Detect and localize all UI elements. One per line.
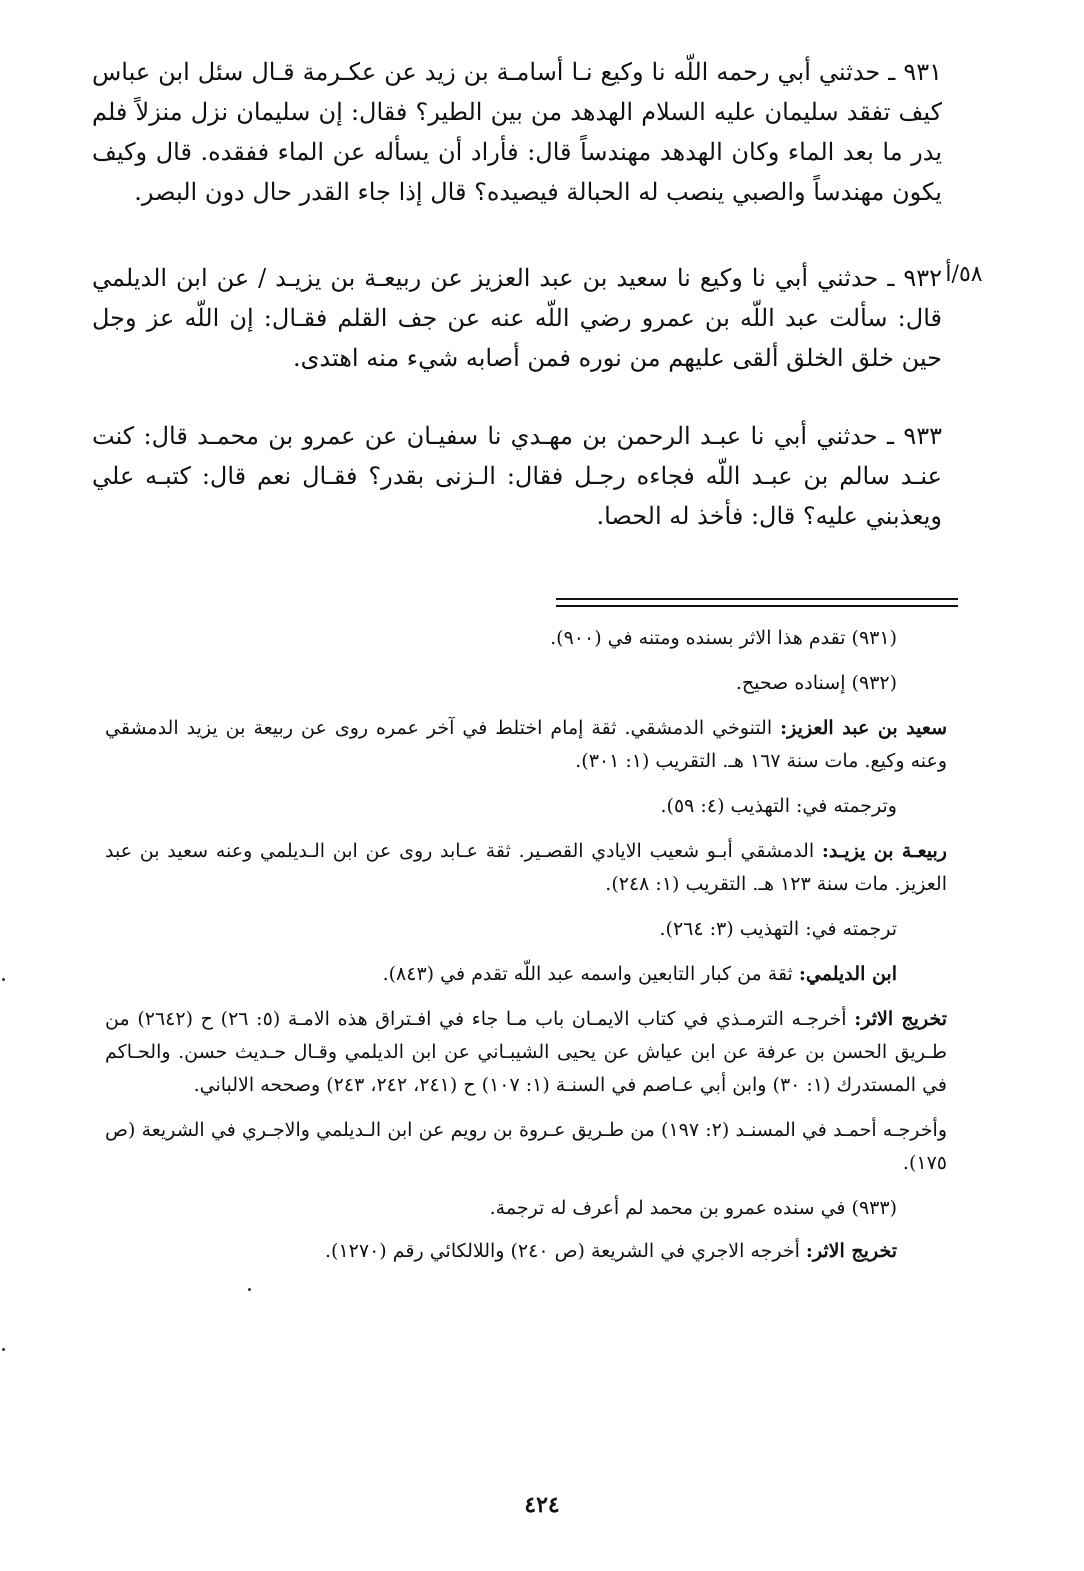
footnote-text: ثقة من كبار التابعين واسمه عبد اللّه تقدم في (٨٤٣). xyxy=(382,963,799,985)
footnote xyxy=(105,712,947,778)
footnote-heading: تخريج الاثر: xyxy=(854,1008,948,1030)
footnote xyxy=(105,1192,947,1225)
hadith-933 xyxy=(92,416,942,536)
footnote xyxy=(105,1235,947,1268)
footnote xyxy=(105,958,947,991)
footnote-separator-line xyxy=(556,605,958,607)
footnote-text: (٩٣١) تقدم هذا الاثر بسنده ومتنه في (٩٠٠). xyxy=(550,627,897,649)
hadith-text: ٩٣٣ ـ حدثني أبي نا عبـد الرحمن بن مهـدي نا سفيـان عن عمرو بن محمـد قال: كنت عنـد سالم بن عبـد اللّه فجاءه رجـل فقال: الـزنى بقدر؟ فقـال نعم قال: كتبـه علي ويعذبني عليه؟ قال: فأخذ له الحصا. xyxy=(92,422,942,530)
footnote xyxy=(105,667,947,700)
footnote xyxy=(105,835,947,901)
footnote xyxy=(105,622,947,655)
footnote-heading: ابن الديلمي: xyxy=(798,963,897,985)
hadith-932 xyxy=(92,258,942,378)
footnote-separator-line xyxy=(556,598,958,600)
page-number: ٤٢٤ xyxy=(524,1492,560,1518)
footnote xyxy=(105,913,947,946)
footnote-text: أخرجـه الترمـذي في كتاب الايمـان باب مـا جاء في افـتراق هذه الامـة (٥: ٢٦) ح (٢٦٤٢) من طـريق الحسن بن عرفة عن ابن عياش عن يحيى الشيبـاني عن ابن الديلمي وقـال حـديث حسن. والحـاكم في المستدرك (١: ٣٠) وابن أبي عـاصم في السنـة (١: ١٠٧) ح (٢٤١، ٢٤٢، ٢٤٣) وصححه الالباني. xyxy=(105,1008,947,1096)
footnote-text: (٩٣٢) إسناده صحيح. xyxy=(735,672,897,694)
footnote-text: وأخرجـه أحمـد في المسنـد (٢: ١٩٧) من طـريق عـروة بن رويم عن ابن الـديلمي والاجـري في الشريعة (ص ١٧٥). xyxy=(105,1119,947,1174)
footnote-text: وترجمته في: التهذيب (٤: ٥٩). xyxy=(660,795,897,817)
footnote xyxy=(105,790,947,823)
footnote-text: الدمشقي أبـو شعيب الايادي القصـير. ثقة عـابد روى عن ابن الـديلمي وعنه سعيد بن عبد العزيز. مات سنة ١٢٣ هـ. التقريب (١: ٢٤٨). xyxy=(105,840,947,895)
footnote-text: أخرجه الاجري في الشريعة (ص ٢٤٠) واللالكائي رقم (١٢٧٠). xyxy=(325,1240,806,1262)
scan-speck xyxy=(2,978,5,981)
footnotes-section xyxy=(105,622,947,1280)
footnote-heading: سعيد بن عبد العزيز: xyxy=(780,717,948,739)
manuscript-folio-reference: ٥٨/أ xyxy=(945,262,983,287)
hadith-931 xyxy=(92,52,942,212)
scan-speck xyxy=(2,1348,5,1351)
hadith-text: ٩٣٢ ـ حدثني أبي نا وكيع نا سعيد بن عبد العزيز عن ربيعـة بن يزيـد / عن ابن الديلمي قال: سألت عبد اللّه بن عمرو رضي اللّه عنه عن جف القلم فقـال: إن اللّه عز وجل حين خلق الخلق ألقى عليهم من نوره فمن أصابه شيء منه اهتدى. xyxy=(92,264,942,372)
scan-speck xyxy=(248,1288,251,1291)
footnote xyxy=(105,1003,947,1102)
footnote-text: التنوخي الدمشقي. ثقة إمام اختلط في آخر عمره روى عن ربيعة بن يزيد الدمشقي وعنه وكيع. مات سنة ١٦٧ هـ. التقريب (١: ٣٠١). xyxy=(105,717,947,772)
footnote-heading: ربيعـة بن يزيـد: xyxy=(821,840,947,862)
footnote-text: (٩٣٣) في سنده عمرو بن محمد لم أعرف له ترجمة. xyxy=(489,1197,897,1219)
footnote-heading: تخريج الاثر: xyxy=(805,1240,897,1262)
footnote xyxy=(105,1114,947,1180)
footnote-text: ترجمته في: التهذيب (٣: ٢٦٤). xyxy=(659,918,897,940)
hadith-text: ٩٣١ ـ حدثني أبي رحمه اللّه نا وكيع نـا أسامـة بن زيد عن عكـرمة قـال سئل ابن عباس كيف تفقد سليمان عليه السلام الهدهد من بين الطير؟ فقال: إن سليمان نزل منزلاً فلم يدر ما بعد الماء وكان الهدهد مهندساً قال: فأراد أن يسأله عن الماء ففقده. قال وكيف يكون مهندساً والصبي ينصب له الحبالة فيصيده؟ قال إذا جاء القدر حال دون البصر. xyxy=(92,58,942,206)
